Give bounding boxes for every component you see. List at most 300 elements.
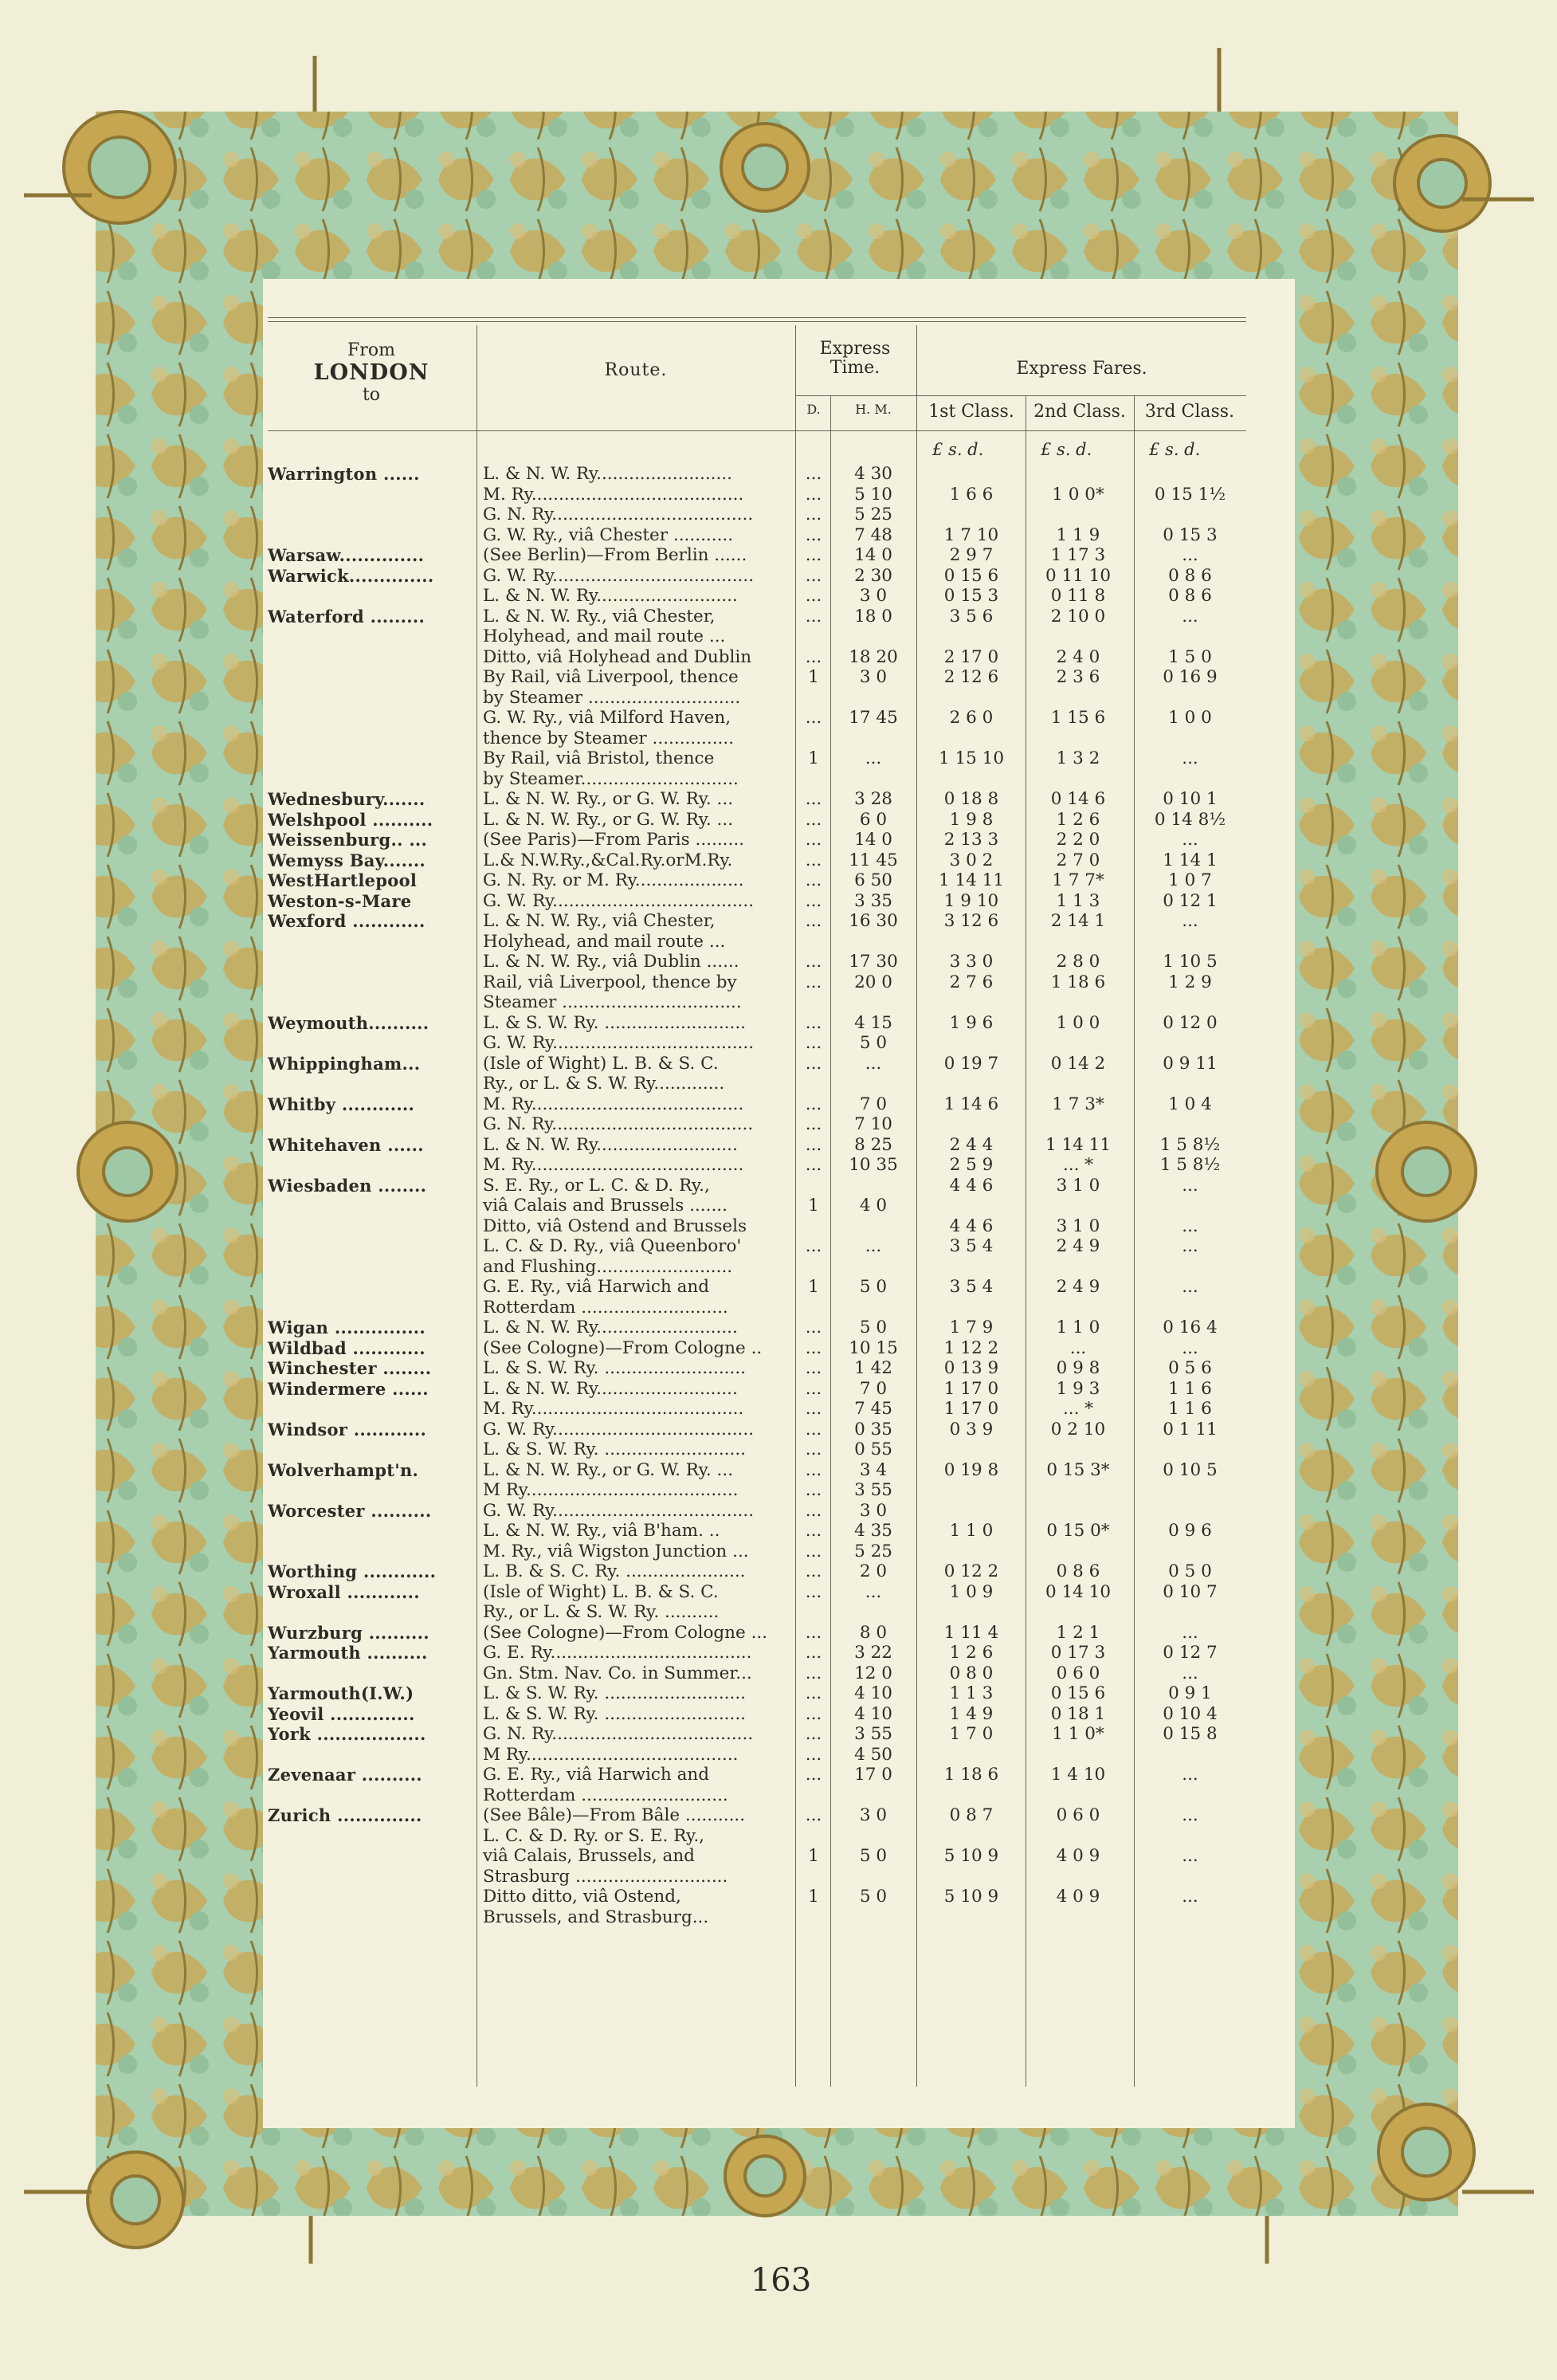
time-hours-minutes: 2 0 xyxy=(859,1561,888,1581)
table-row xyxy=(268,647,1246,667)
fare-third-class: 0 12 1 xyxy=(1163,890,1218,911)
fare-first-class: 2 12 6 xyxy=(943,667,999,687)
fare-second-class: ... xyxy=(1069,1337,1087,1358)
fare-first-class: 5 10 9 xyxy=(943,1887,999,1907)
table-row xyxy=(268,1765,1246,1785)
fare-first-class: 1 18 6 xyxy=(943,1765,999,1785)
destination-name: Wemyss Bay....... xyxy=(268,850,426,870)
destination-name: Whitby ............ xyxy=(268,1094,415,1114)
route-text: G. W. Ry..................................... xyxy=(483,1500,755,1521)
time-days: ... xyxy=(805,646,822,667)
table-row xyxy=(268,1439,1246,1459)
route-text: M Ry....................................... xyxy=(483,1744,739,1765)
time-hours-minutes: 7 45 xyxy=(854,1399,892,1419)
time-days: ... xyxy=(805,1033,822,1053)
table-row xyxy=(268,1033,1246,1053)
fare-second-class: 2 3 6 xyxy=(1056,667,1100,687)
table-row xyxy=(268,769,1246,789)
time-days: ... xyxy=(805,1643,822,1663)
route-text: G. W. Ry..................................... xyxy=(483,890,755,911)
route-text: thence by Steamer ............... xyxy=(483,728,735,748)
table-row xyxy=(268,1704,1246,1724)
table-row xyxy=(268,891,1246,911)
time-hours-minutes: 14 0 xyxy=(854,830,892,850)
table-row xyxy=(268,1318,1246,1337)
time-days: ... xyxy=(805,1012,822,1033)
time-hours-minutes: 16 30 xyxy=(849,911,898,931)
fare-third-class: 0 5 0 xyxy=(1168,1561,1212,1581)
fare-second-class: 3 1 0 xyxy=(1056,1175,1100,1196)
fare-first-class: 1 1 0 xyxy=(949,1521,994,1541)
fare-second-class: 2 10 0 xyxy=(1050,606,1106,626)
destination-name: Winchester ........ xyxy=(268,1358,432,1378)
route-text: By Rail, viâ Bristol, thence xyxy=(483,748,715,768)
time-hours-minutes: 6 0 xyxy=(859,809,888,830)
fare-third-class: ... xyxy=(1182,1887,1198,1907)
time-days: ... xyxy=(805,809,822,830)
route-text: (See Cologne)—From Cologne .. xyxy=(483,1337,763,1358)
time-hours-minutes: 7 48 xyxy=(854,524,892,545)
table-row xyxy=(268,464,1246,484)
route-text: L. B. & S. C. Ry. ...................... xyxy=(483,1561,746,1581)
table-row xyxy=(268,1542,1246,1561)
fare-second-class: 2 7 0 xyxy=(1056,850,1100,870)
fare-third-class: 1 10 5 xyxy=(1163,952,1218,972)
fare-first-class: 4 4 6 xyxy=(949,1175,994,1196)
fare-first-class: 3 5 6 xyxy=(949,606,994,626)
fare-third-class: 0 16 4 xyxy=(1163,1318,1218,1337)
fare-second-class: 4 0 9 xyxy=(1056,1846,1100,1866)
table-row xyxy=(268,1054,1246,1074)
fare-third-class: 1 5 8½ xyxy=(1159,1134,1221,1155)
table-row xyxy=(268,1399,1246,1419)
fare-second-class: 0 14 6 xyxy=(1050,789,1106,809)
header-third-class: 3rd Class. xyxy=(1144,402,1235,422)
route-text: L. & N. W. Ry., or G. W. Ry. ... xyxy=(483,789,734,809)
time-days: ... xyxy=(805,1724,822,1744)
route-text: L. & N. W. Ry., viâ B'ham. .. xyxy=(483,1521,720,1541)
table-row xyxy=(268,1277,1246,1297)
fare-third-class: ... xyxy=(1182,1236,1198,1256)
route-text: G. W. Ry..................................... xyxy=(483,1033,755,1053)
time-days: ... xyxy=(805,1419,822,1439)
destination-name: Zurich .............. xyxy=(268,1805,422,1825)
fare-first-class: 1 9 6 xyxy=(949,1012,994,1033)
route-text: Steamer ................................. xyxy=(483,992,742,1012)
time-days: ... xyxy=(805,830,822,850)
table-row xyxy=(268,1196,1246,1216)
time-hours-minutes: 4 30 xyxy=(854,464,892,484)
fare-third-class: 0 15 1½ xyxy=(1154,484,1226,505)
time-days: ... xyxy=(805,1155,822,1175)
table-row xyxy=(268,1846,1246,1866)
time-hours-minutes: 4 10 xyxy=(854,1703,892,1724)
table-row xyxy=(268,1643,1246,1663)
header-first-class: 1st Class. xyxy=(928,402,1014,422)
destination-name: Warrington ...... xyxy=(268,464,420,484)
time-hours-minutes: 10 35 xyxy=(849,1155,898,1175)
route-text: Holyhead, and mail route ... xyxy=(483,931,726,952)
fare-second-class: 0 14 10 xyxy=(1045,1581,1112,1602)
table-row xyxy=(268,729,1246,748)
table-row xyxy=(268,1623,1246,1643)
time-hours-minutes: 8 0 xyxy=(859,1622,888,1643)
time-hours-minutes: 6 50 xyxy=(854,870,892,890)
table-row xyxy=(268,870,1246,890)
fare-first-class: 2 13 3 xyxy=(943,830,999,850)
route-text: L. & N. W. Ry., viâ Chester, xyxy=(483,606,716,626)
destination-name: Wildbad ............ xyxy=(268,1337,426,1358)
fare-second-class: 0 6 0 xyxy=(1056,1663,1100,1683)
top-rule-double xyxy=(268,321,1246,322)
header-from-label: From xyxy=(347,340,395,360)
subheader-rule xyxy=(795,395,1246,396)
time-hours-minutes: 1 42 xyxy=(854,1358,892,1378)
time-days: ... xyxy=(805,1236,822,1256)
table-header xyxy=(268,325,1246,431)
time-hours-minutes: 7 10 xyxy=(854,1114,892,1134)
col-divider xyxy=(830,395,831,430)
header-express-time: Express Time. xyxy=(819,339,891,378)
fare-first-class: 3 3 0 xyxy=(949,952,994,972)
destination-name: Worthing ............ xyxy=(268,1561,437,1581)
time-days: ... xyxy=(805,1683,822,1703)
fare-second-class: 1 2 1 xyxy=(1056,1622,1100,1643)
fare-second-class: 1 1 0 xyxy=(1056,1318,1100,1337)
fare-first-class: 2 7 6 xyxy=(949,972,994,992)
time-days: 1 xyxy=(808,1846,819,1866)
time-days: ... xyxy=(805,1053,822,1074)
time-days: ... xyxy=(805,1318,822,1337)
table-row xyxy=(268,566,1246,586)
fare-third-class: ... xyxy=(1182,1175,1198,1196)
fare-third-class: 0 8 6 xyxy=(1168,565,1212,586)
route-text: L. & N. W. Ry.......................... xyxy=(483,1378,738,1399)
time-hours-minutes: 18 0 xyxy=(854,606,892,626)
table-row xyxy=(268,1114,1246,1134)
time-hours-minutes: 2 30 xyxy=(854,565,892,586)
route-text: M. Ry., viâ Wigston Junction ... xyxy=(483,1541,749,1561)
fare-first-class: 1 12 2 xyxy=(943,1337,999,1358)
route-text: G. E. Ry., viâ Harwich and xyxy=(483,1277,709,1297)
currency-first: £ s. d. xyxy=(932,440,984,459)
time-hours-minutes: 4 10 xyxy=(854,1683,892,1703)
fare-third-class: ... xyxy=(1182,748,1198,768)
time-days: ... xyxy=(805,1622,822,1643)
route-text: Rotterdam ........................... xyxy=(483,1785,728,1805)
table-row xyxy=(268,1480,1246,1500)
fare-third-class: 0 16 9 xyxy=(1163,667,1218,687)
route-text: Ditto ditto, viâ Ostend, xyxy=(483,1887,681,1907)
fare-third-class: 1 1 6 xyxy=(1168,1399,1212,1419)
table-row xyxy=(268,810,1246,830)
time-hours-minutes: 10 15 xyxy=(849,1337,898,1358)
time-days: ... xyxy=(805,1703,822,1724)
fare-first-class: 0 15 3 xyxy=(943,586,999,606)
fare-third-class: ... xyxy=(1182,606,1198,626)
route-text: L. & N. W. Ry., or G. W. Ry. ... xyxy=(483,1459,734,1480)
table-row xyxy=(268,1724,1246,1744)
fare-second-class: 1 1 9 xyxy=(1056,524,1100,545)
time-hours-minutes: 3 55 xyxy=(854,1724,892,1744)
currency-third: £ s. d. xyxy=(1149,440,1201,459)
fare-third-class: ... xyxy=(1182,1277,1198,1297)
time-hours-minutes: 18 20 xyxy=(849,646,898,667)
header-london: LONDON xyxy=(313,360,429,385)
table-row xyxy=(268,1867,1246,1887)
destination-name: Weston-s-Mare xyxy=(268,890,412,911)
table-row xyxy=(268,1805,1246,1825)
time-days: ... xyxy=(805,972,822,992)
fare-third-class: ... xyxy=(1182,1846,1198,1866)
time-hours-minutes: 0 35 xyxy=(854,1419,892,1439)
route-text: L. C. & D. Ry. or S. E. Ry., xyxy=(483,1825,704,1846)
fare-first-class: 1 7 9 xyxy=(949,1318,994,1337)
route-text: G. W. Ry..................................... xyxy=(483,1419,755,1439)
time-hours-minutes: 14 0 xyxy=(854,545,892,565)
route-text: M. Ry....................................... xyxy=(483,1399,744,1419)
table-row xyxy=(268,1074,1246,1094)
route-text: G. N. Ry. or M. Ry.................... xyxy=(483,870,744,890)
destination-name: Wigan ............... xyxy=(268,1318,426,1337)
route-text: Ditto, viâ Holyhead and Dublin xyxy=(483,646,752,667)
table-row xyxy=(268,992,1246,1012)
fare-first-class: 3 12 6 xyxy=(943,911,999,931)
fare-second-class: 1 15 6 xyxy=(1050,708,1106,728)
time-hours-minutes: ... xyxy=(865,1053,882,1074)
route-text: and Flushing......................... xyxy=(483,1256,733,1277)
fare-first-class: 1 0 9 xyxy=(949,1581,994,1602)
fare-third-class: 0 10 1 xyxy=(1163,789,1218,809)
fare-second-class: 1 18 6 xyxy=(1050,972,1106,992)
time-hours-minutes: 4 50 xyxy=(854,1744,892,1765)
fare-first-class: 1 11 4 xyxy=(943,1622,999,1643)
fare-second-class: 0 17 3 xyxy=(1050,1643,1106,1663)
time-days: ... xyxy=(805,1500,822,1521)
fare-third-class: 0 10 7 xyxy=(1163,1581,1218,1602)
time-days: ... xyxy=(805,1337,822,1358)
time-days: ... xyxy=(805,1581,822,1602)
fare-second-class: 1 2 6 xyxy=(1056,809,1100,830)
fare-first-class: 2 5 9 xyxy=(949,1155,994,1175)
fare-first-class: 0 8 0 xyxy=(949,1663,994,1683)
route-text: Rotterdam ........................... xyxy=(483,1297,728,1318)
fare-first-class: 1 15 10 xyxy=(938,748,1005,768)
fare-third-class: 1 2 9 xyxy=(1168,972,1212,992)
fare-second-class: 1 0 0* xyxy=(1052,484,1104,505)
fare-second-class: 2 2 0 xyxy=(1056,830,1100,850)
table-row xyxy=(268,607,1246,626)
fare-first-class: 2 9 7 xyxy=(949,545,994,565)
time-days: ... xyxy=(805,1094,822,1114)
time-days: ... xyxy=(805,1459,822,1480)
fare-second-class: 0 15 0* xyxy=(1046,1521,1110,1541)
route-text: G. W. Ry., viâ Chester ........... xyxy=(483,524,734,545)
header-second-class: 2nd Class. xyxy=(1033,402,1126,422)
route-text: S. E. Ry., or L. C. & D. Ry., xyxy=(483,1175,710,1196)
table-row xyxy=(268,850,1246,870)
table-row xyxy=(268,748,1246,768)
destination-name: WestHartlepool xyxy=(268,870,418,890)
time-days: ... xyxy=(805,1399,822,1419)
fare-second-class: 0 8 6 xyxy=(1056,1561,1100,1581)
col-divider xyxy=(916,325,917,430)
table-row xyxy=(268,505,1246,524)
table-row xyxy=(268,708,1246,728)
route-text: (Isle of Wight) L. B. & S. C. xyxy=(483,1053,719,1074)
fare-second-class: 0 18 1 xyxy=(1050,1703,1106,1724)
fare-first-class: 0 13 9 xyxy=(943,1358,999,1378)
time-hours-minutes: 4 15 xyxy=(854,1012,892,1033)
time-hours-minutes: 5 0 xyxy=(859,1846,888,1866)
fare-third-class: 1 0 4 xyxy=(1168,1094,1212,1114)
time-days: ... xyxy=(805,1378,822,1399)
route-text: Gn. Stm. Nav. Co. in Summer... xyxy=(483,1663,752,1683)
fare-first-class: 3 5 4 xyxy=(949,1277,994,1297)
time-days: ... xyxy=(805,1663,822,1683)
table-row xyxy=(268,932,1246,952)
fare-second-class: 1 7 3* xyxy=(1052,1094,1104,1114)
time-days: ... xyxy=(805,505,822,524)
route-text: Strasburg ............................ xyxy=(483,1866,728,1887)
route-text: L. & N. W. Ry......................... xyxy=(483,464,732,484)
fare-second-class: 0 6 0 xyxy=(1056,1805,1100,1825)
time-hours-minutes: 5 0 xyxy=(859,1277,888,1297)
fare-first-class: 0 19 8 xyxy=(943,1459,999,1480)
table-row xyxy=(268,1501,1246,1521)
table-row xyxy=(268,972,1246,992)
table-row xyxy=(268,1907,1246,1927)
table-row xyxy=(268,626,1246,646)
fare-second-class: 2 4 9 xyxy=(1056,1277,1100,1297)
table-row xyxy=(268,586,1246,606)
col-divider xyxy=(795,325,796,430)
fare-first-class: 0 8 7 xyxy=(949,1805,994,1825)
time-days: 1 xyxy=(808,667,819,687)
table-row xyxy=(268,688,1246,708)
destination-name: Wolverhampt'n. xyxy=(268,1459,419,1480)
fare-first-class: 1 2 6 xyxy=(949,1643,994,1663)
route-text: L. & N. W. Ry., or G. W. Ry. ... xyxy=(483,809,734,830)
fare-third-class: ... xyxy=(1182,1216,1198,1236)
fare-first-class: 1 7 10 xyxy=(943,524,999,545)
time-days: ... xyxy=(805,1480,822,1500)
fare-first-class: 1 1 3 xyxy=(949,1683,994,1703)
table-row xyxy=(268,667,1246,687)
time-days: ... xyxy=(805,870,822,890)
time-days: ... xyxy=(805,911,822,931)
route-text: G. N. Ry..................................... xyxy=(483,1724,754,1744)
fare-first-class: 1 6 6 xyxy=(949,484,994,505)
fare-third-class: ... xyxy=(1182,1663,1198,1683)
time-days: ... xyxy=(805,1114,822,1134)
fare-second-class: 3 1 0 xyxy=(1056,1216,1100,1236)
fare-third-class: 0 10 4 xyxy=(1163,1703,1218,1724)
fare-first-class: 2 6 0 xyxy=(949,708,994,728)
destination-name: Windermere ...... xyxy=(268,1378,429,1399)
fare-third-class: ... xyxy=(1182,1337,1198,1358)
fare-third-class: 1 0 7 xyxy=(1168,870,1212,890)
fare-second-class: 1 4 10 xyxy=(1050,1765,1106,1785)
fare-second-class: 0 9 8 xyxy=(1056,1358,1100,1378)
fare-second-class: 2 4 9 xyxy=(1056,1236,1100,1256)
header-to: to xyxy=(362,385,381,405)
fare-first-class: 1 7 0 xyxy=(949,1724,994,1744)
time-hours-minutes: 3 0 xyxy=(859,586,888,606)
route-text: G. E. Ry., viâ Harwich and xyxy=(483,1765,709,1785)
table-row xyxy=(268,1155,1246,1175)
route-text: L. & S. W. Ry. .......................... xyxy=(483,1703,747,1724)
table-row xyxy=(268,525,1246,545)
route-text: M. Ry....................................... xyxy=(483,1094,744,1114)
time-days: ... xyxy=(805,1134,822,1155)
time-hours-minutes: 7 0 xyxy=(859,1378,888,1399)
route-text: G. N. Ry..................................... xyxy=(483,1114,754,1134)
destination-name: Wurzburg .......... xyxy=(268,1622,429,1643)
time-hours-minutes: 4 35 xyxy=(854,1521,892,1541)
table-row xyxy=(268,1358,1246,1378)
route-text: By Rail, viâ Liverpool, thence xyxy=(483,667,739,687)
fare-second-class: 1 1 3 xyxy=(1056,890,1100,911)
time-days: ... xyxy=(805,850,822,870)
time-days: ... xyxy=(805,524,822,545)
fare-second-class: 0 11 8 xyxy=(1050,586,1106,606)
fare-first-class: 0 3 9 xyxy=(949,1419,994,1439)
table-row xyxy=(268,485,1246,505)
time-days: ... xyxy=(805,565,822,586)
route-text: M. Ry....................................... xyxy=(483,484,744,505)
route-text: L. & S. W. Ry. .......................... xyxy=(483,1012,747,1033)
route-text: G. E. Ry..................................... xyxy=(483,1643,752,1663)
fare-second-class: 0 11 10 xyxy=(1045,565,1112,586)
table-row xyxy=(268,1561,1246,1581)
fare-second-class: 1 0 0 xyxy=(1056,1012,1100,1033)
time-days: ... xyxy=(805,1439,822,1459)
fare-second-class: 1 17 3 xyxy=(1050,545,1106,565)
fare-third-class: 0 9 1 xyxy=(1168,1683,1212,1703)
route-text: Ditto, viâ Ostend and Brussels xyxy=(483,1216,747,1236)
currency-second: £ s. d. xyxy=(1041,440,1092,459)
time-days: 1 xyxy=(808,748,819,768)
table-row xyxy=(268,1785,1246,1805)
fare-third-class: ... xyxy=(1182,1622,1198,1643)
route-text: L. & N. W. Ry.......................... xyxy=(483,586,738,606)
time-hours-minutes: 3 28 xyxy=(854,789,892,809)
table-row xyxy=(268,1602,1246,1622)
fare-third-class: 0 14 8½ xyxy=(1154,809,1226,830)
time-hours-minutes: 3 0 xyxy=(859,1500,888,1521)
destination-name: Worcester .......... xyxy=(268,1500,432,1521)
time-hours-minutes: 5 10 xyxy=(854,484,892,505)
route-text: Ry., or L. & S. W. Ry. .......... xyxy=(483,1602,720,1622)
col-divider xyxy=(1134,395,1135,430)
time-days: ... xyxy=(805,586,822,606)
destination-name: Zevenaar .......... xyxy=(268,1765,422,1785)
fare-second-class: ... * xyxy=(1062,1399,1094,1419)
route-text: Rail, viâ Liverpool, thence by xyxy=(483,972,737,992)
fare-third-class: 0 15 8 xyxy=(1163,1724,1218,1744)
fare-first-class: 5 10 9 xyxy=(943,1846,999,1866)
time-hours-minutes: 4 0 xyxy=(859,1196,888,1216)
time-days: ... xyxy=(805,606,822,626)
fare-first-class: 4 4 6 xyxy=(949,1216,994,1236)
time-days: ... xyxy=(805,1561,822,1581)
fare-second-class: 0 15 6 xyxy=(1050,1683,1106,1703)
route-text: (Isle of Wight) L. B. & S. C. xyxy=(483,1581,719,1602)
time-hours-minutes: 8 25 xyxy=(854,1134,892,1155)
fare-third-class: 1 5 8½ xyxy=(1159,1155,1221,1175)
time-hours-minutes: 17 30 xyxy=(849,952,898,972)
